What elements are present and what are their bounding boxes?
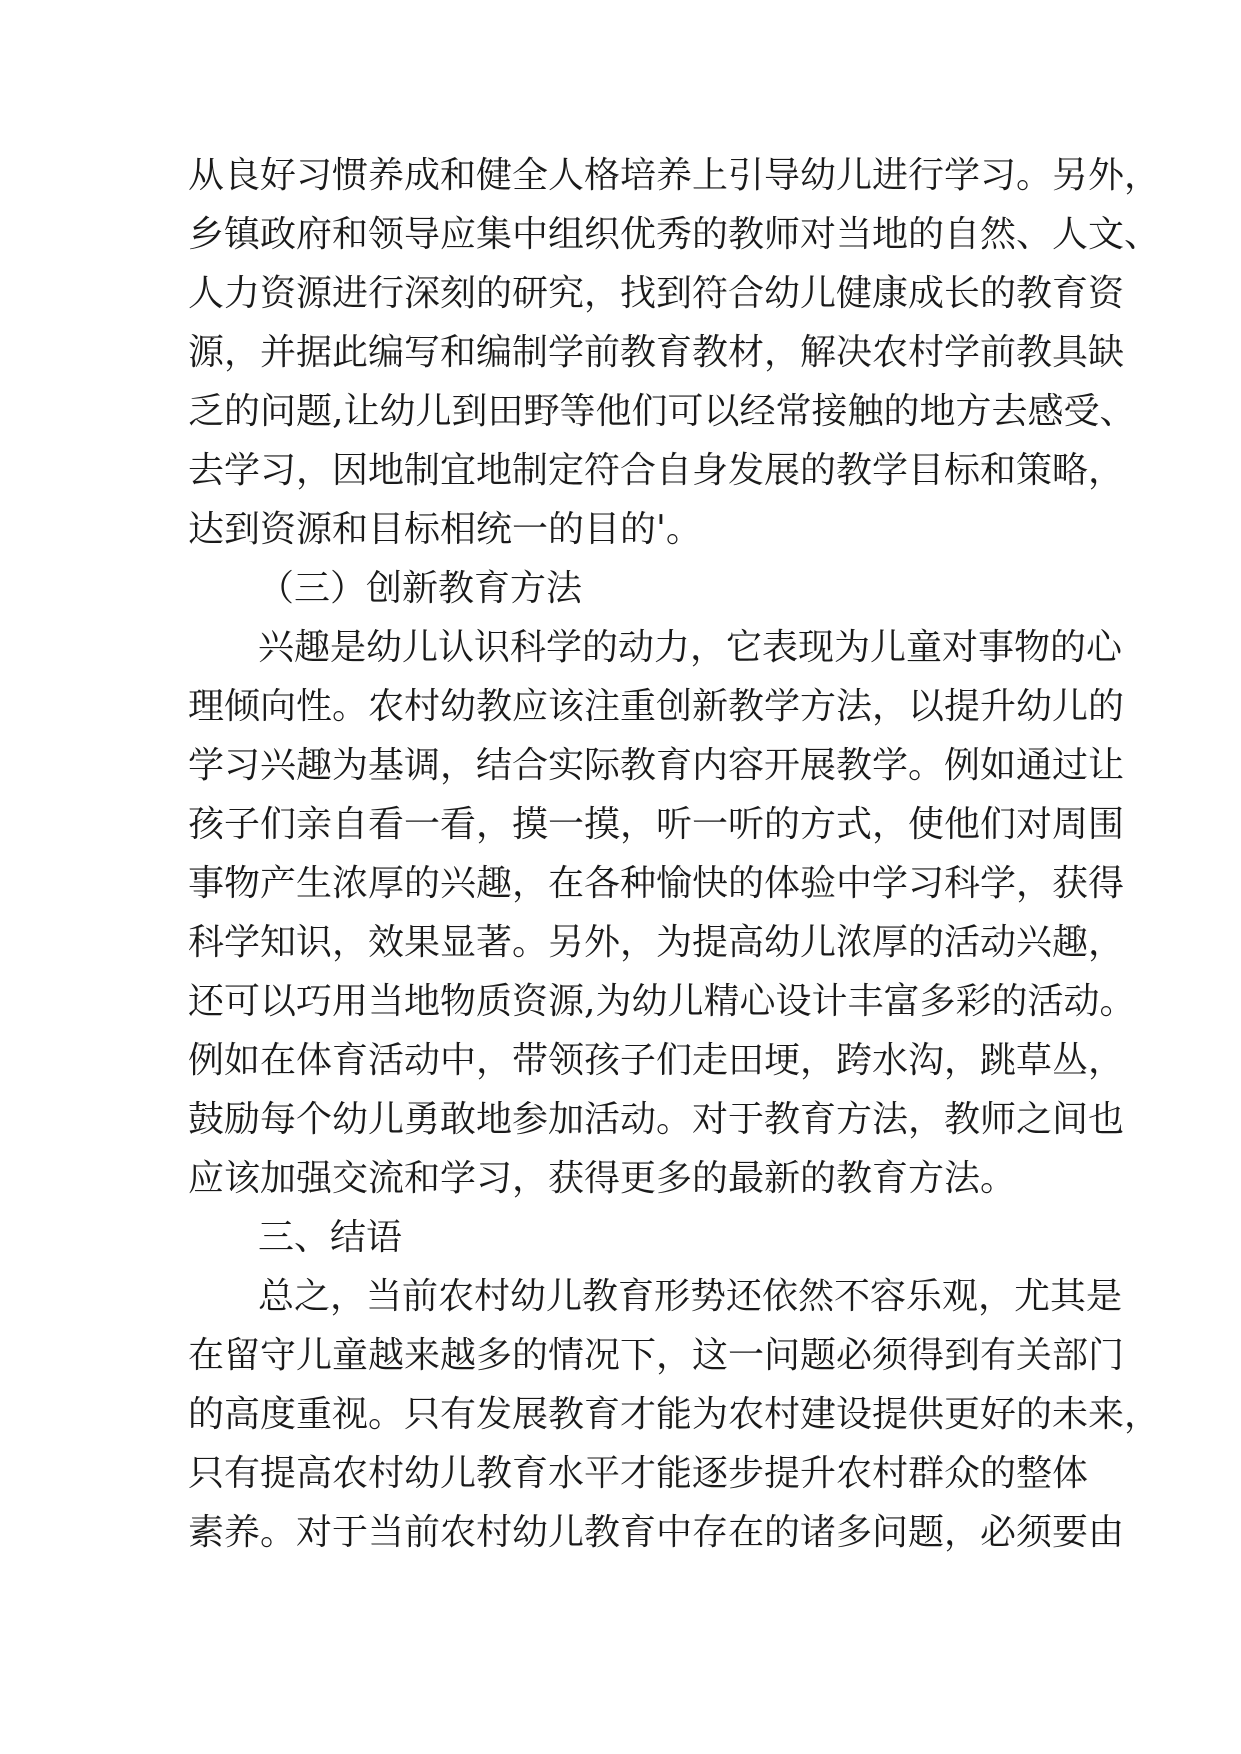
text-line: 鼓励每个幼儿勇敢地参加活动。对于教育方法，教师之间也 — [188, 1099, 1125, 1140]
text-line: 达到资源和目标相统一的目的'。 — [188, 509, 702, 550]
text-line: 孩子们亲自看一看，摸一摸，听一听的方式，使他们对周围 — [188, 804, 1125, 845]
text-line: 科学知识，效果显著。另外，为提高幼儿浓厚的活动兴趣， — [188, 922, 1125, 963]
text-line: 在留守儿童越来越多的情况下，这一问题必须得到有关部门 — [188, 1335, 1125, 1376]
text-line: 学习兴趣为基调，结合实际教育内容开展教学。例如通过让 — [188, 745, 1125, 786]
text-line: 去学习，因地制宜地制定符合自身发展的教学目标和策略， — [188, 450, 1125, 491]
text-line: 源，并据此编写和编制学前教育教材，解决农村学前教具缺 — [188, 332, 1125, 373]
section-heading: 三、结语 — [258, 1217, 403, 1258]
text-line: 的高度重视。只有发展教育才能为农村建设提供更好的未来， — [188, 1394, 1161, 1435]
text-line: 从良好习惯养成和健全人格培养上引导幼儿进行学习。另外， — [188, 155, 1161, 196]
text-line: 理倾向性。农村幼教应该注重创新教学方法，以提升幼儿的 — [188, 686, 1125, 727]
text-line: 素养。对于当前农村幼儿教育中存在的诸多问题，必须要由 — [188, 1512, 1125, 1553]
text-line: 人力资源进行深刻的研究，找到符合幼儿健康成长的教育资 — [188, 273, 1125, 314]
text-line: 乡镇政府和领导应集中组织优秀的教师对当地的自然、人文、 — [188, 214, 1161, 255]
text-line: 总之，当前农村幼儿教育形势还依然不容乐观，尤其是 — [258, 1276, 1123, 1317]
text-line: 应该加强交流和学习，获得更多的最新的教育方法。 — [188, 1158, 1017, 1199]
text-line: 只有提高农村幼儿教育水平才能逐步提升农村群众的整体 — [188, 1453, 1089, 1494]
section-heading: （三）创新教育方法 — [258, 568, 583, 609]
text-line: 乏的问题,让幼儿到田野等他们可以经常接触的地方去感受、 — [188, 391, 1136, 432]
text-line: 例如在体育活动中，带领孩子们走田埂，跨水沟，跳草丛， — [188, 1040, 1125, 1081]
text-line: 兴趣是幼儿认识科学的动力，它表现为儿童对事物的心 — [258, 627, 1123, 668]
text-line: 事物产生浓厚的兴趣，在各种愉快的体验中学习科学，获得 — [188, 863, 1125, 904]
text-line: 还可以巧用当地物质资源,为幼儿精心设计丰富多彩的活动。 — [188, 981, 1136, 1022]
